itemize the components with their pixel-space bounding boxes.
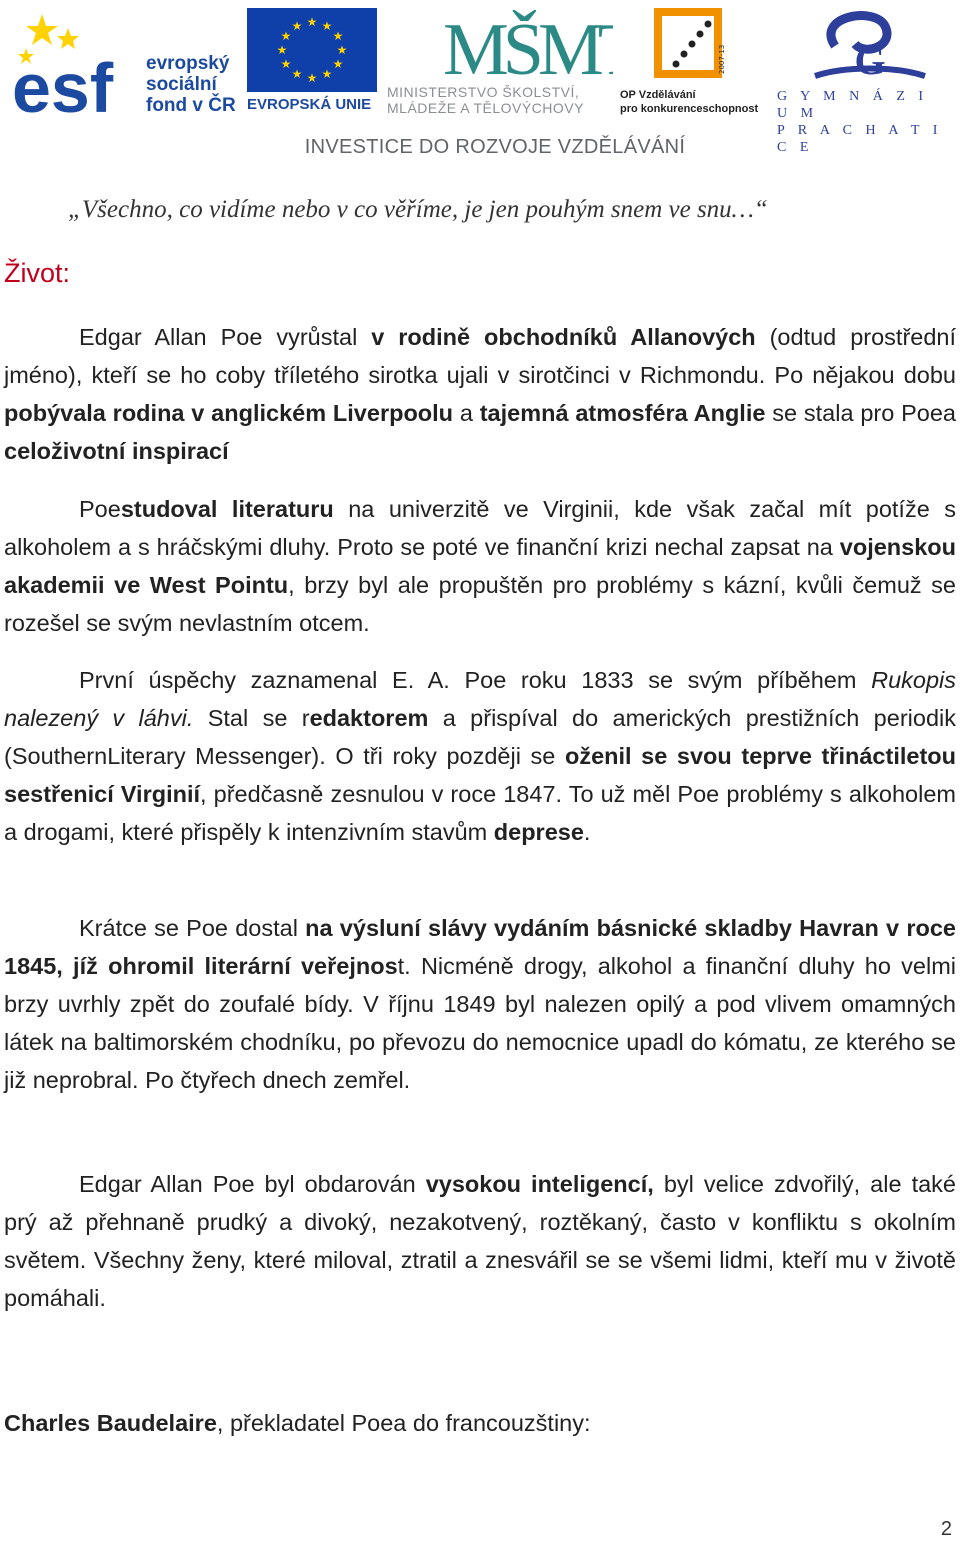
- svg-text:esf: esf: [12, 49, 114, 116]
- op-logo: [618, 4, 768, 119]
- svg-text:2007-13: 2007-13: [718, 44, 726, 74]
- op-mark-icon: [618, 4, 768, 86]
- esf-mark-icon: [12, 8, 152, 116]
- svg-text:★: ★: [291, 67, 303, 81]
- header-logos: [0, 0, 960, 170]
- section-heading: Život:: [4, 258, 71, 288]
- svg-text:★: ★: [332, 29, 344, 43]
- msmt-logo: [385, 6, 613, 118]
- paragraph-childhood: Edgar Allan Poe vyrůstal v rodině obchodníků Allanových (odtud prostřední jméno), kteří se ho coby tříletého sirotka ujali v sirotčinci v Richmondu. Po nějakou dobu pobývala rodina v anglickém Liverpoolu a tajemná atmosféra Anglie se stala pro Poea celoživotní inspirací: [4, 324, 957, 464]
- eu-text: EVROPSKÁ UNIE: [247, 96, 372, 113]
- esf-text: evropský sociální fond v ČR: [146, 53, 236, 116]
- gymnazium-logo: [775, 6, 945, 155]
- svg-text:★: ★: [291, 19, 303, 33]
- paragraph-fame-death: Krátce se Poe dostal na výsluní slávy vydáním básnické skladby Havran v roce 1845, jíž ohromil literární veřejnost. Nicméně drogy, alkohol a finanční dluhy ho velmi brzy uvrhly zpět do zoufalé bídy. V říjnu 1849 byl nalezen opilý a pod vlivem omamných látek na baltimorském chodníku, po převozu do nemocnice upadl do kómatu, ze kterého se již neprobral. Po čtyřech dnech zemřel.: [4, 915, 956, 1093]
- svg-text:★: ★: [280, 29, 292, 43]
- paragraph-baudelaire: Charles Baudelaire, překladatel Poea do francouzštiny:: [4, 1410, 591, 1436]
- svg-text:★: ★: [321, 67, 333, 81]
- svg-text:★: ★: [336, 43, 348, 57]
- paragraph-first-success: První úspěchy zaznamenal E. A. Poe roku 1833 se svým příběhem Rukopis nalezený v láhvi. Stal se redaktorem a přispíval do amerických prestižních periodik (SouthernLiterary Messenger). O tři roky později se oženil se svou teprve třináctiletou sestřenicí Virginií, předčasně zesnulou v roce 1847. To už měl Poe problémy s alkoholem a drogami, které přispěly k intenzivním stavům deprese.: [4, 667, 956, 845]
- eu-logo: [247, 8, 377, 120]
- esf-logo: [12, 8, 240, 118]
- svg-text:★: ★: [280, 57, 292, 71]
- svg-text:G: G: [854, 38, 886, 83]
- motto-quote: „Všechno, co vidíme nebo v co věříme, je jen pouhým snem ve snu…“: [68, 196, 768, 223]
- svg-text:★: ★: [276, 43, 288, 57]
- svg-text:★: ★: [321, 19, 333, 33]
- gymnazium-text: G Y M N Á Z I U M P R A C H A T I C E: [777, 89, 943, 155]
- gymnazium-mark-icon: [775, 6, 945, 86]
- svg-text:★: ★: [306, 15, 318, 29]
- page-number: 2: [940, 1518, 952, 1540]
- eu-flag-icon: [247, 8, 377, 92]
- paragraph-character: Edgar Allan Poe byl obdarován vysokou inteligencí, byl velice zdvořilý, ale také prý až přehnaně prudký a divoký, nezakotvený, roztěkaný, často v konfliktu s okolním světem. Všechny ženy, které miloval, ztratil a znesvářil se se všemi lidmi, kteří mu v životě pomáhali.: [4, 1171, 956, 1311]
- svg-text:MŠMT: MŠM: [443, 9, 598, 82]
- svg-text:★: ★: [306, 71, 318, 85]
- msmt-mark-icon: [385, 6, 613, 82]
- op-text: OP Vzdělávání pro konkurenceschopnost: [620, 89, 759, 115]
- msmt-text: MINISTERSTVO ŠKOLSTVÍ, MLÁDEŽE A TĚLOVÝCHOVY: [387, 84, 584, 116]
- paragraph-studies: Poestudoval literaturu na univerzitě ve Virginii, kde však začal mít potíže s alkoholem a s hráčskými dluhy. Proto se poté ve finanční krizi nechal zapsat na vojenskou akademii ve West Pointu, brzy byl ale propuštěn pro problémy s kázní, kvůli čemuž se rozešel se svým nevlastním otcem.: [4, 496, 956, 636]
- investice-banner: INVESTICE DO ROZVOJE VZDĚLÁVÁNÍ: [304, 136, 686, 158]
- svg-text:★: ★: [332, 57, 344, 71]
